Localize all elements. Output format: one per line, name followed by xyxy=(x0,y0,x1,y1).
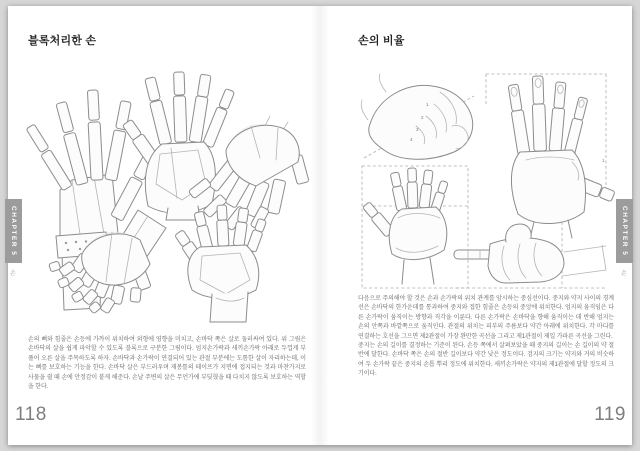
palm-box-sketch xyxy=(362,166,468,288)
fist-annotation-2: 2 xyxy=(421,115,424,120)
fist-annotation-1: 1 xyxy=(426,102,429,107)
book-spread xyxy=(8,6,632,445)
chapter-tab-right-sub: 손 xyxy=(621,271,627,277)
fist-annotation-3: 3 xyxy=(416,127,419,132)
hand-proportion-illustration xyxy=(356,62,616,292)
chapter-tab-right xyxy=(616,199,633,263)
left-page-body-text: 손의 뼈와 힘줄은 손등에 가까이 위치하여 외형에 영향을 미치고, 손바닥 쪽은 살로 둘러싸여 있다. 위 그림은 손바닥의 살을 쉽게 파악할 수 있도록 블록으로 구분한 그림이다. 엄지손가락과 새끼손가락 아래로 두껍게 부풀어 오른 살을 주목하도록 하자. 손바닥과 손가락이 연결되어 있는 관절 부분에는 도톰한 살이 자리하는데, 이는 뼈를 보호하는 기능을 한다. 손바닥 살은 부드러우며 재봉틀의 테이프가 지면에 접지되는 것과 마찬가지로 사물을 쥘 때 손에 안정감이 붙게 해준다. 손날 주변의 살은 무언가에 부딪혔을 때 다치지 않도록 보호하는 역할을 한다. xyxy=(28,337,306,391)
right-page-number: 119 xyxy=(594,404,626,425)
pointing-hand-sketch xyxy=(454,222,606,288)
fist-sketch xyxy=(361,74,474,159)
right-page-title: 손의 비율 xyxy=(358,35,405,47)
right-body-paragraph-2: 중지는 손의 길이를 결정하는 기준이 된다. 손등 쪽에서 살펴보았을 때 중지의 길이는 손 길이의 약 절반에 달한다. 손바닥 쪽은 손의 절반 길이보다 약간 낮은 정도이다. 검지의 크기는 약지와 거의 비슷하여 두 손가락 끝은 중지의 손톱 뿌리 정도에 위치한다. 새끼손가락은 약지의 제1관절에 달할 정도의 크기이다. xyxy=(358,343,614,378)
chapter-tab-left-label: CHAPTER 5 xyxy=(10,205,17,257)
chapter-tab-left xyxy=(5,199,22,263)
left-page-title: 블록처리한 손 xyxy=(28,35,97,47)
left-page-number: 118 xyxy=(15,404,47,425)
right-page-body-text xyxy=(358,295,614,380)
measured-hand-sketch xyxy=(486,74,615,238)
chapter-tab-left-sub: 손 xyxy=(10,271,16,277)
right-body-paragraph-1: 다음으로 주의해야 할 것은 손과 손가락의 위치 관계를 암시하는 중심선이다. 중지와 약지 사이의 경계선은 손바닥의 한가운데를 통과하여 중지와 접한 힘줄은 손등의 중앙에 위치한다. 엄지의 움직임은 다른 손가락이 움직이는 방향과 직각을 이룬다. 다른 손가락은 손바닥을 향해 움직이는 데 반해 엄지는 손의 안쪽과 바깥쪽으로 움직인다. 관절의 위치는 피부의 주름보다 약간 아래에 위치한다. 각 마디를 연결하는 호선을 그으면 제2관절이 가장 완만한 곡선을 그리고 제1관절이 제일 가파른 곡선을 그린다. xyxy=(358,296,614,340)
box-annotation: 1 xyxy=(602,158,605,163)
chapter-tab-right-label: CHAPTER 5 xyxy=(621,205,628,257)
fist-annotation-4: 4 xyxy=(410,137,413,142)
blocked-hands-illustration xyxy=(20,58,320,330)
